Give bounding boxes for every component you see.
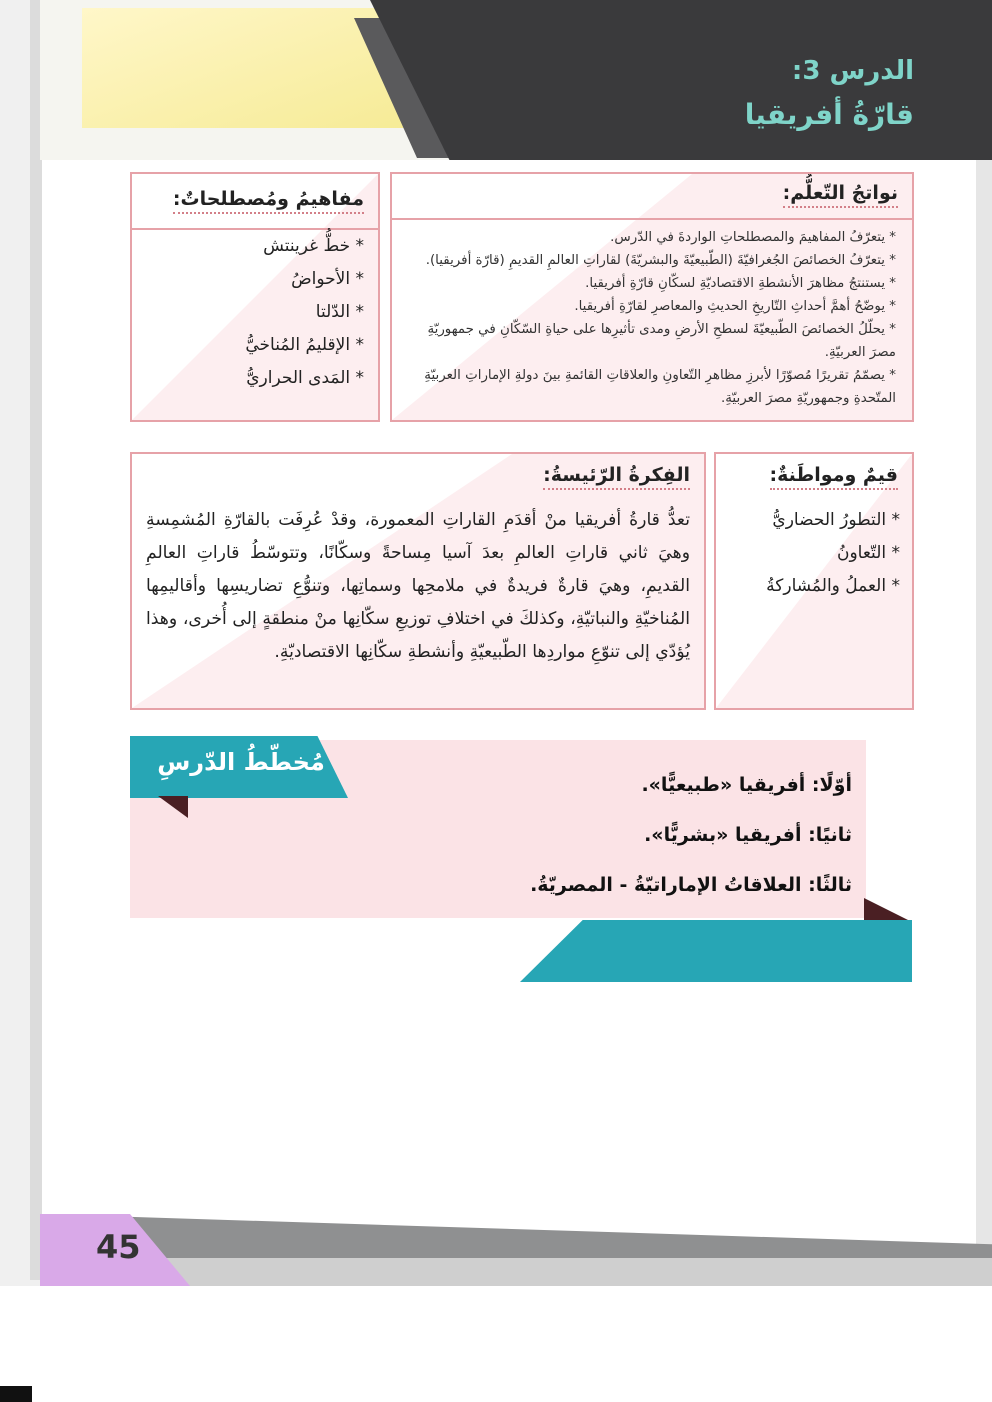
main-idea-title: الفِكرةُ الرّئيسةُ:	[543, 464, 690, 490]
main-idea-box	[130, 452, 706, 710]
list-item: * يستنتجُ مظاهرَ الأنشطةِ الاقتصاديّةِ لسكّانِ قارّةِ أفريقيا.	[406, 272, 896, 295]
page-number: 45	[96, 1228, 141, 1266]
learning-outcomes-title: نواتجُ التّعلُّم:	[783, 182, 898, 208]
list-item: * الأحواضُ	[245, 263, 364, 296]
list-item: * العملُ والمُشاركةُ	[766, 570, 900, 603]
list-item: * يوضّحُ أهمَّ أحداثِ التّاريخِ الحديثِ والمعاصرِ لقارّةِ أفريقيا.	[406, 295, 896, 318]
lesson-title: قارّةُ أفريقيا	[744, 98, 914, 131]
learning-outcomes-list	[406, 226, 896, 410]
list-item: ثالثًا: العلاقاتُ الإماراتيّةُ - المصريّةُ.	[530, 874, 852, 896]
values-title: قيمٌ ومواطَنةٌ:	[770, 464, 898, 490]
bottom-margin	[0, 1286, 992, 1402]
list-item: * يتعرّفُ المفاهيمَ والمصطلحاتِ الواردةَ في الدّرس.	[406, 226, 896, 249]
lesson-plan-list	[292, 760, 852, 910]
lesson-plan-title: مُخطّطُ الدّرسِ	[157, 748, 325, 776]
plan-teal-ribbon	[520, 920, 912, 982]
list-item: * يحلّلُ الخصائصَ الطّبيعيّةَ لسطحِ الأرضِ ومدى تأثيرِها على حياةِ السّكّانِ في جمهوريّةِ مصرَ العربيّةِ.	[406, 318, 896, 364]
lesson-number: الدرس 3:	[791, 56, 914, 86]
plan-fold-shadow	[864, 898, 912, 922]
book-spine	[30, 0, 42, 1280]
values-list	[766, 504, 900, 603]
list-item: أوّلًا: أفريقيا «طبيعيًّا».	[641, 774, 852, 796]
list-item: * خطُّ غرينتش	[245, 230, 364, 263]
left-page-edge	[0, 0, 40, 1402]
learning-outcomes-box	[390, 172, 914, 422]
bottom-spine-mark	[0, 1386, 32, 1402]
list-item: ثانيًا: أفريقيا «بشريًّا».	[644, 824, 852, 846]
concepts-list	[245, 230, 364, 395]
list-item: * التّعاونُ	[766, 537, 900, 570]
concepts-title: مفاهيمُ ومُصطلحاتٌ:	[173, 188, 364, 214]
right-page-edge	[976, 0, 992, 1402]
divider	[392, 218, 912, 220]
list-item: * يصمّمُ تقريرًا مُصوّرًا لأبرزِ مظاهرِ التّعاونِ والعلاقاتِ القائمةِ بينَ دولةِ الإماراتِ العربيّةِ المتّحدةِ وجمهوريّةِ مصرَ العربيّةِ.	[406, 364, 896, 410]
list-item: * الدّلتا	[245, 296, 364, 329]
list-item: * المَدى الحراريُّ	[245, 362, 364, 395]
main-idea-text: تعدُّ قارةُ أفريقيا منْ أقدَمِ القاراتِ المعمورة، وقدْ عُرِفَت بالقارّةِ المُشمِسةِ وهيَ ثاني قاراتِ العالمِ بعدَ آسيا مِساحةً وسكّانًا، وتتوسّطُ قاراتِ العالمِ القديمِ، وهيَ قارةٌ فريدةٌ في ملامحِها وسماتِها، وتنوُّعِ تضاريسِها وأقاليمِها المُناخيّةِ والنباتيّةِ، وكذلكَ في اختلافِ توزيعِ سكّانِها منْ منطقةٍ إلى أُخرى، وهذا يُؤدّي إلى تنوّعِ مواردِها الطّبيعيّةِ وأنشطةِ سكّانِها الاقتصاديّةِ.	[146, 510, 690, 662]
list-item: * الإقليمُ المُناخيُّ	[245, 329, 364, 362]
list-item: * التطورُ الحضاريُّ	[766, 504, 900, 537]
concepts-box	[130, 172, 380, 422]
list-item: * يتعرّفُ الخصائصَ الجُغرافيّةَ (الطّبيعيّةَ والبشريّةَ) لقاراتِ العالمِ القديمِ (قارّة أفريقيا).	[406, 249, 896, 272]
values-box	[714, 452, 914, 710]
